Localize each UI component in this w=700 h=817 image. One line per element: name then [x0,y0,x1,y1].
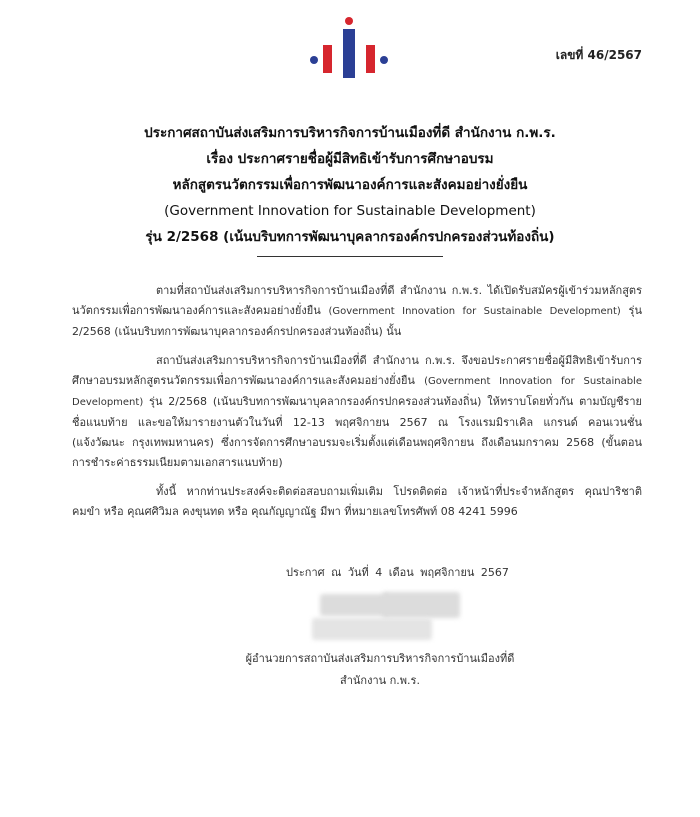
document-body [72,281,642,531]
paragraph-2 [72,351,642,473]
signer-position: ผู้อำนวยการสถาบันส่งเสริมการบริหารกิจการบ้านเมืองที่ดี [245,652,515,665]
announcement-date: ประกาศ ณ วันที่ 4 เดือน พฤศจิกายน 2567 [286,566,509,579]
paragraph-1-text-b: รุ่น 2/2568 (เน้นบริบทการพัฒนาบุคลากรองค์กรปกครองส่วนท้องถิ่น) นั้น [72,304,642,338]
title-divider [257,256,443,257]
signer-office: สำนักงาน ก.พ.ร. [340,674,420,687]
signature-blur-1 [320,594,390,616]
signature-blur-3 [312,618,432,640]
paragraph-1-text-a: ตามที่สถาบันส่งเสริมการบริหารกิจการบ้านเมืองที่ดี สำนักงาน ก.พ.ร. ได้เปิดรับสมัครผู้เข้าร่วมหลักสูตรนวัตกรรมเพื่อการพัฒนาองค์การและสังคมอย่างยั่งยืน [72,284,642,317]
paragraph-2-text-a: สถาบันส่งเสริมการบริหารกิจการบ้านเมืองที่ดี สำนักงาน ก.พ.ร. จึงขอประกาศรายชื่อผู้มีสิทธิเข้ารับการศึกษาอบรมหลักสูตรนวัตกรรมเพื่อการพัฒนาองค์การและสังคมอย่างยั่งยืน [72,354,642,387]
title-line-1: ประกาศสถาบันส่งเสริมการบริหารกิจการบ้านเมืองที่ดี สำนักงาน ก.พ.ร. [144,125,556,141]
title-line-3: หลักสูตรนวัตกรรมเพื่อการพัฒนาองค์การและสังคมอย่างยั่งยืน [172,177,528,193]
agency-logo-icon [309,16,389,80]
signer-block [200,648,560,692]
title-line-4: (Government Innovation for Sustainable Development) [164,203,536,219]
title-line-2: เรื่อง ประกาศรายชื่อผู้มีสิทธิเข้ารับการศึกษาอบรม [206,151,494,167]
paragraph-2-english: (Government Innovation for Sustainable Development) [72,376,642,408]
title-line-5: รุ่น 2/2568 (เน้นบริบทการพัฒนาบุคลากรองค์กรปกครองส่วนท้องถิ่น) [145,229,555,245]
blurred-signature [312,592,464,644]
paragraph-1-english: (Government Innovation for Sustainable Development) [328,306,621,317]
document-title [80,120,620,257]
paragraph-3: ทั้งนี้ หากท่านประสงค์จะติดต่อสอบถามเพิ่มเติม โปรดติดต่อ เจ้าหน้าที่ประจำหลักสูตร คุณปาริชาติ คมขำ หรือ คุณศศิวิมล คงขุนทด หรือ คุณกัญญาณัฐ มีพา ที่หมายเลขโทรศัพท์ 08 4241 5996 [72,485,642,518]
paragraph-2-text-b: รุ่น 2/2568 (เน้นบริบทการพัฒนาบุคลากรองค์กรปกครองส่วนท้องถิ่น) ให้ทราบโดยทั่วกัน ตามบัญชีรายชื่อแนบท้าย และขอให้มารายงานตัวในวันที่ 12-13 พฤศจิกายน 2567 ณ โรงแรมมิราเคิล แกรนด์ คอนเวนชั่น (แจ้งวัฒนะ กรุงเทพมหานคร) ซึ่งการจัดการศึกษาอบรมจะเริ่มตั้งแต่เดือนพฤศจิกายน ถึงเดือนมกราคม 2568 (ขั้นตอนการชำระค่าธรรมเนียมตามเอกสารแนบท้าย) [72,395,642,469]
signature-blur-2 [382,592,460,618]
document-number: เลขที่ 46/2567 [555,48,642,62]
paragraph-1 [72,281,642,342]
